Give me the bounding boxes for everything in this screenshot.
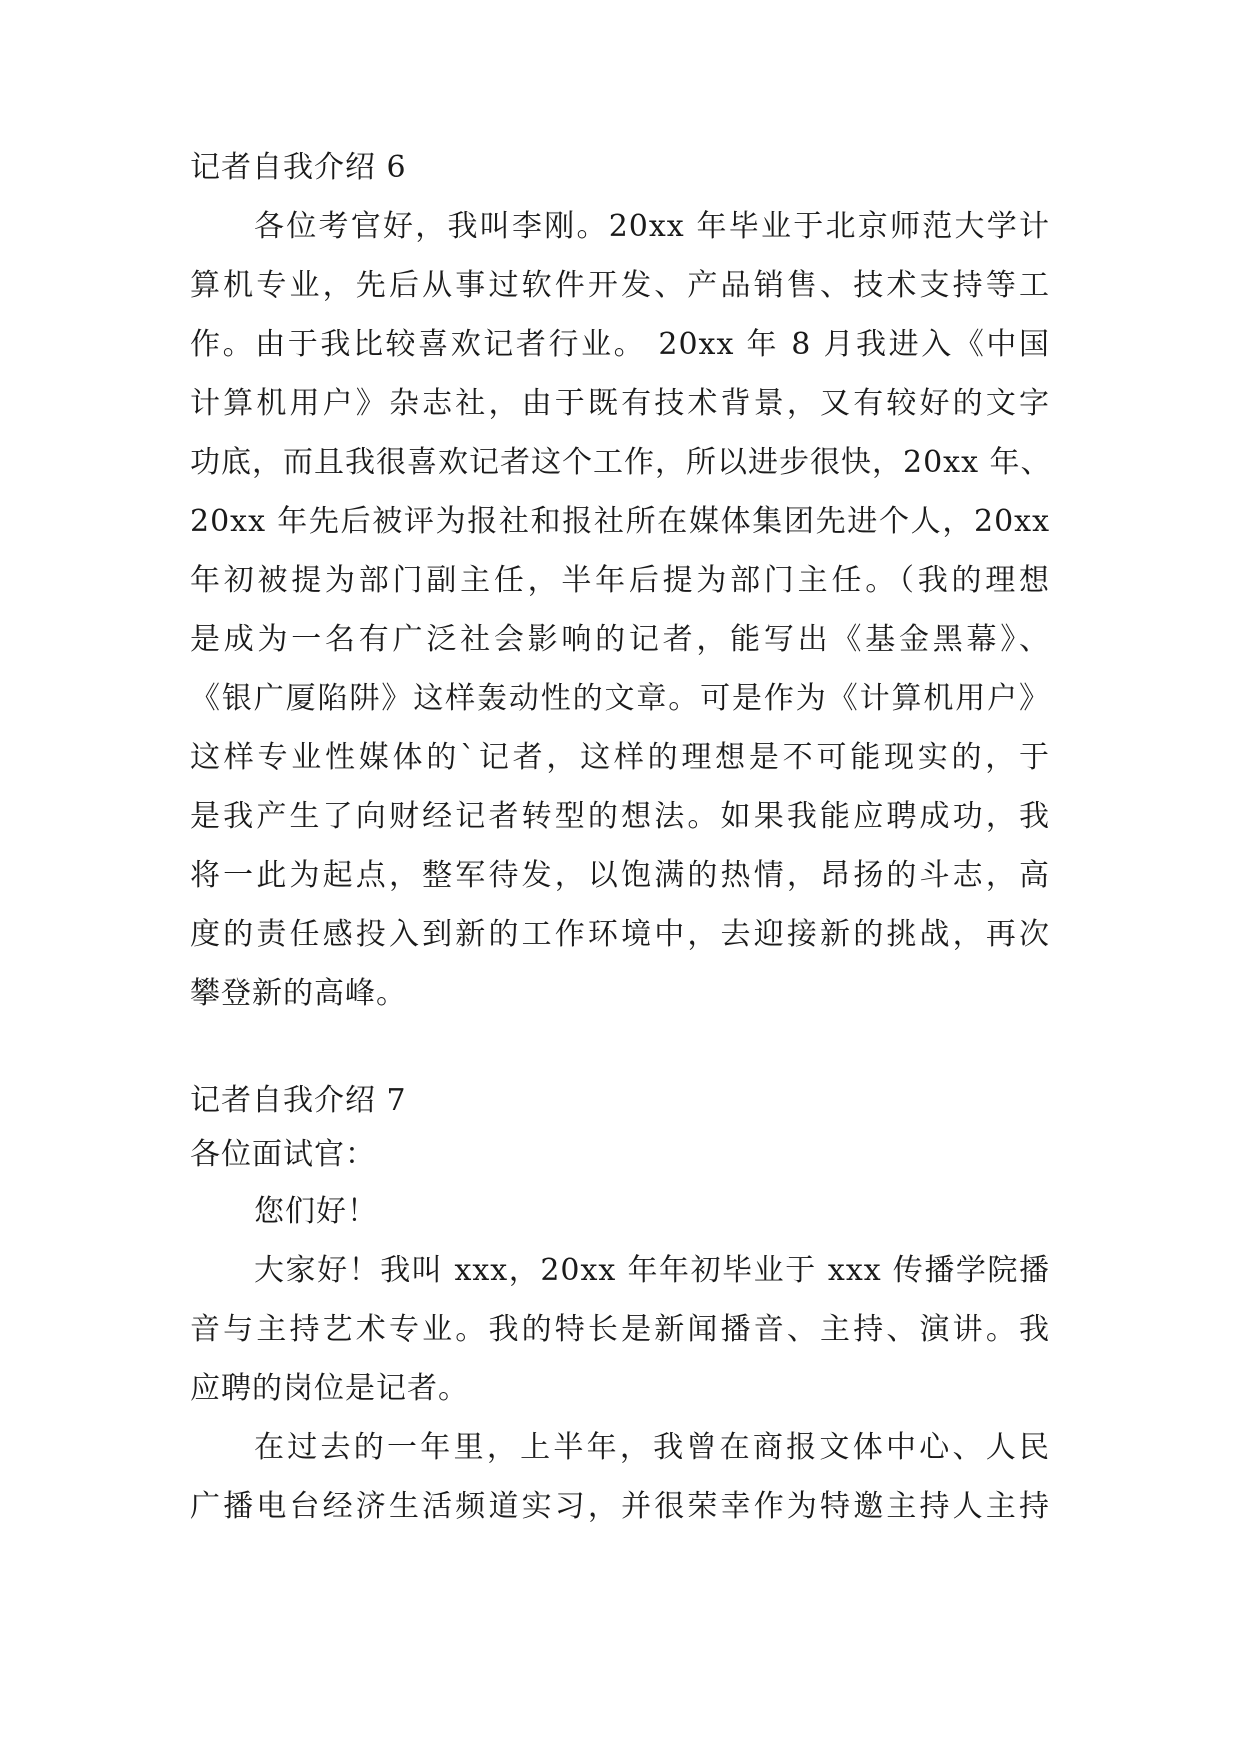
section-6-line-14: 攀登新的高峰。 [190, 976, 407, 1011]
section-6 [190, 138, 1050, 1023]
section-7 [190, 1075, 1050, 1536]
section-7-line-2: 音与主持艺术专业。我的特长是新闻播音、主持、演讲。我 [190, 1312, 1050, 1347]
section-6-line-6: 20xx 年先后被评为报社和报社所在媒体集团先进个人，20xx [190, 504, 1050, 539]
section-6-line-11: 是我产生了向财经记者转型的想法。如果我能应聘成功，我 [190, 799, 1050, 834]
section-6-line-3: 作。由于我比较喜欢记者行业。 20xx 年 8 月我进入《中国 [190, 327, 1050, 362]
section-7-line-1: 大家好！我叫 xxx，20xx 年年初毕业于 xxx 传播学院播 [254, 1253, 1050, 1288]
section-7-heading: 记者自我介绍 7 [190, 1083, 407, 1118]
section-6-line-8: 是成为一名有广泛社会影响的记者，能写出《基金黑幕》、 [190, 622, 1050, 657]
section-7-salutation: 各位面试官： [190, 1137, 376, 1172]
section-6-line-13: 度的责任感投入到新的工作环境中，去迎接新的挑战，再次 [190, 917, 1050, 952]
section-6-line-10: 这样专业性媒体的`记者，这样的理想是不可能现实的，于 [190, 740, 1050, 775]
section-6-line-12: 将一此为起点，整军待发，以饱满的热情，昂扬的斗志，高 [190, 858, 1050, 893]
section-7-line-3: 应聘的岗位是记者。 [190, 1371, 469, 1406]
section-6-line-9: 《银广厦陷阱》这样轰动性的文章。可是作为《计算机用户》 [190, 681, 1050, 716]
section-6-line-5: 功底，而且我很喜欢记者这个工作，所以进步很快，20xx 年、 [190, 445, 1052, 480]
section-6-line-4: 计算机用户》杂志社，由于既有技术背景，又有较好的文字 [190, 386, 1050, 421]
section-7-greeting: 您们好！ [254, 1194, 378, 1229]
section-7-line-5: 广播电台经济生活频道实习，并很荣幸作为特邀主持人主持 [190, 1489, 1050, 1524]
section-6-line-2: 算机专业，先后从事过软件开发、产品销售、技术支持等工 [190, 268, 1050, 303]
section-6-heading: 记者自我介绍 6 [190, 150, 407, 185]
section-6-line-1: 各位考官好，我叫李刚。20xx 年毕业于北京师范大学计 [254, 209, 1050, 244]
section-6-line-7: 年初被提为部门副主任，半年后提为部门主任。（我的理想 [190, 563, 1050, 598]
section-7-line-4: 在过去的一年里，上半年，我曾在商报文体中心、人民 [254, 1430, 1050, 1465]
